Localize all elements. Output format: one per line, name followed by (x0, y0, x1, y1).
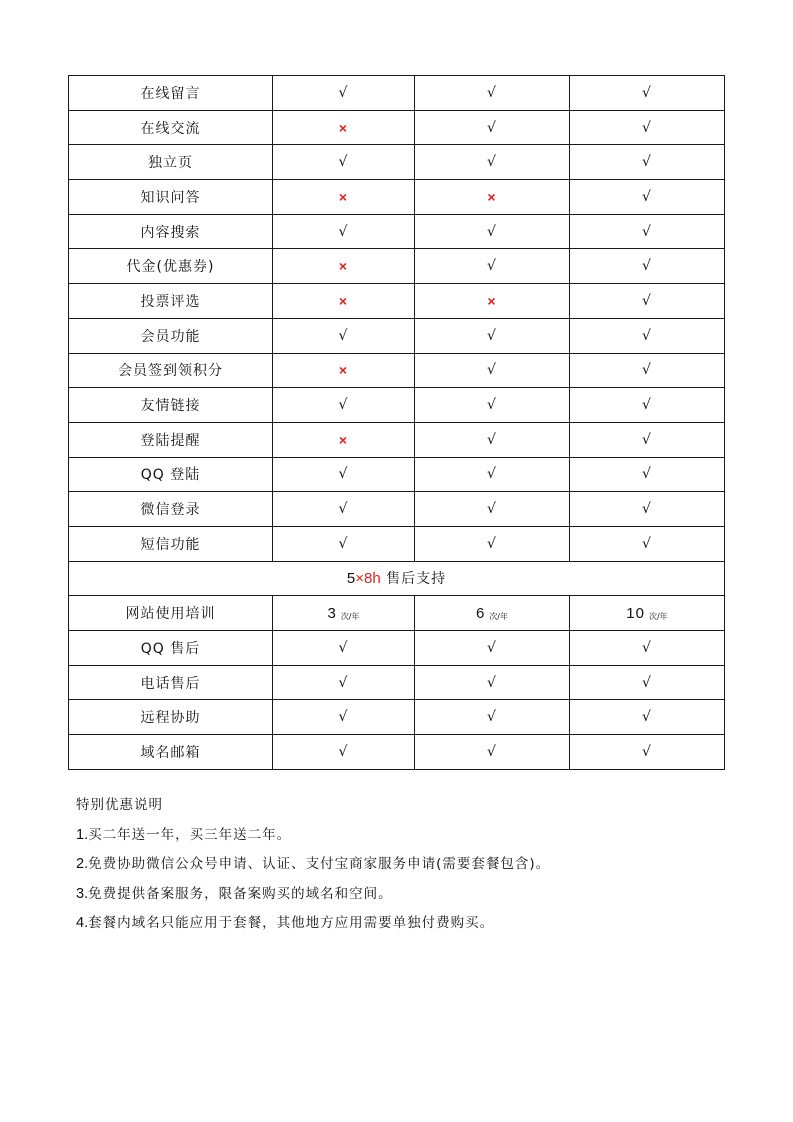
plan-a-training (273, 596, 415, 631)
plan-a-mark: √ (273, 457, 415, 492)
note-item (76, 821, 756, 851)
feature-name: 代金(优惠券) (69, 249, 273, 284)
plan-a-mark: √ (273, 76, 415, 111)
plan-a-mark: √ (273, 631, 415, 666)
table-row (69, 665, 725, 700)
plan-c-mark: √ (570, 318, 725, 353)
training-unit: 次/年 (340, 611, 360, 621)
plan-c-mark: √ (570, 353, 725, 388)
support-header-row (69, 561, 725, 596)
feature-name: 知识问答 (69, 180, 273, 215)
plan-c-mark: √ (570, 180, 725, 215)
plan-b-mark: √ (415, 665, 570, 700)
plan-a-mark: √ (273, 700, 415, 735)
plan-a-mark: × (273, 180, 415, 215)
note-number: 2. (76, 856, 89, 872)
note-item (76, 850, 756, 880)
support-header-prefix: 5 (346, 570, 356, 588)
plan-b-mark: √ (415, 214, 570, 249)
training-unit: 次/年 (489, 611, 509, 621)
plan-b-mark: √ (415, 388, 570, 423)
feature-name: QQ 售后 (69, 631, 273, 666)
support-header-highlight: ×8h (355, 570, 381, 588)
table-row (69, 526, 725, 561)
plan-c-mark: √ (570, 457, 725, 492)
training-row (69, 596, 725, 631)
plan-c-mark: √ (570, 526, 725, 561)
plan-b-mark: √ (415, 110, 570, 145)
note-number: 1. (76, 826, 89, 843)
training-count: 6 (475, 604, 486, 622)
plan-c-mark: √ (570, 284, 725, 319)
plan-a-mark: √ (273, 526, 415, 561)
plan-b-mark: √ (415, 735, 570, 770)
feature-name: QQ 登陆 (69, 457, 273, 492)
support-header-suffix: 售后支持 (380, 571, 447, 588)
table-row (69, 353, 725, 388)
plan-c-mark: √ (570, 214, 725, 249)
table-row (69, 318, 725, 353)
plan-b-mark: √ (415, 422, 570, 457)
plan-c-mark: √ (570, 76, 725, 111)
note-text: 套餐内域名只能应用于套餐，其他地方应用需要单独付费购买。 (88, 915, 495, 931)
plan-b-mark: √ (415, 700, 570, 735)
plan-b-mark: √ (415, 249, 570, 284)
training-count: 10 (626, 604, 645, 622)
plan-a-mark: √ (273, 214, 415, 249)
plan-c-mark: √ (570, 145, 725, 180)
feature-name: 域名邮箱 (69, 735, 273, 770)
plan-b-training (415, 596, 570, 631)
note-text: 免费协助微信公众号申请、认证、支付宝商家服务申请(需要套餐包含)。 (88, 856, 551, 872)
plan-a-mark: √ (273, 735, 415, 770)
plan-b-mark: √ (415, 318, 570, 353)
plan-a-mark: × (273, 249, 415, 284)
table-row (69, 180, 725, 215)
plan-b-mark: √ (415, 145, 570, 180)
plan-c-mark: √ (570, 631, 725, 666)
feature-name: 投票评选 (69, 284, 273, 319)
plan-c-training (570, 596, 725, 631)
plan-c-mark: √ (570, 110, 725, 145)
table-row (69, 631, 725, 666)
feature-name: 电话售后 (69, 665, 273, 700)
note-text: 买二年送一年，买三年送二年。 (88, 826, 292, 843)
table-row (69, 735, 725, 770)
plan-b-mark: √ (415, 492, 570, 527)
plan-a-mark: √ (273, 492, 415, 527)
table-row (69, 214, 725, 249)
feature-name: 微信登录 (69, 492, 273, 527)
feature-name: 会员签到领积分 (69, 353, 273, 388)
feature-name: 会员功能 (69, 318, 273, 353)
feature-name: 独立页 (69, 145, 273, 180)
plan-c-mark: √ (570, 388, 725, 423)
plan-b-mark: √ (415, 457, 570, 492)
table-row (69, 249, 725, 284)
plan-c-mark: √ (570, 665, 725, 700)
training-count: 3 (327, 604, 337, 622)
plan-a-mark: × (273, 353, 415, 388)
plan-b-mark: √ (415, 526, 570, 561)
feature-rows (69, 76, 725, 770)
table-row (69, 76, 725, 111)
table-row (69, 110, 725, 145)
feature-name: 远程协助 (69, 700, 273, 735)
special-offer-notes (76, 791, 756, 939)
feature-name: 短信功能 (69, 526, 273, 561)
plan-c-mark: √ (570, 735, 725, 770)
note-item (76, 880, 756, 910)
feature-name: 网站使用培训 (69, 596, 273, 631)
plan-b-mark: × (415, 284, 570, 319)
table-row (69, 700, 725, 735)
table-row (69, 457, 725, 492)
feature-name: 在线交流 (69, 110, 273, 145)
plan-c-mark: √ (570, 492, 725, 527)
notes-title: 特别优惠说明 (76, 797, 163, 813)
feature-name: 登陆提醒 (69, 422, 273, 457)
table-row (69, 388, 725, 423)
feature-name: 在线留言 (69, 76, 273, 111)
feature-comparison-table (68, 75, 725, 770)
plan-b-mark: × (415, 180, 570, 215)
plan-b-mark: √ (415, 353, 570, 388)
table-row (69, 492, 725, 527)
plan-a-mark: √ (273, 388, 415, 423)
table-row (69, 145, 725, 180)
plan-c-mark: √ (570, 700, 725, 735)
plan-c-mark: √ (570, 422, 725, 457)
plan-b-mark: √ (415, 76, 570, 111)
table-row (69, 422, 725, 457)
plan-a-mark: × (273, 422, 415, 457)
note-text: 免费提供备案服务，限备案购买的域名和空间。 (88, 885, 393, 902)
training-unit: 次/年 (648, 611, 668, 621)
plan-a-mark: × (273, 110, 415, 145)
plan-a-mark: × (273, 284, 415, 319)
plan-a-mark: √ (273, 665, 415, 700)
note-item (76, 909, 756, 939)
plan-a-mark: √ (273, 318, 415, 353)
plan-b-mark: √ (415, 631, 570, 666)
support-header (69, 561, 725, 596)
table-row (69, 284, 725, 319)
plan-a-mark: √ (273, 145, 415, 180)
feature-name: 内容搜索 (69, 214, 273, 249)
plan-c-mark: √ (570, 249, 725, 284)
feature-name: 友情链接 (69, 388, 273, 423)
note-number: 3. (76, 885, 89, 902)
note-number: 4. (76, 915, 89, 931)
